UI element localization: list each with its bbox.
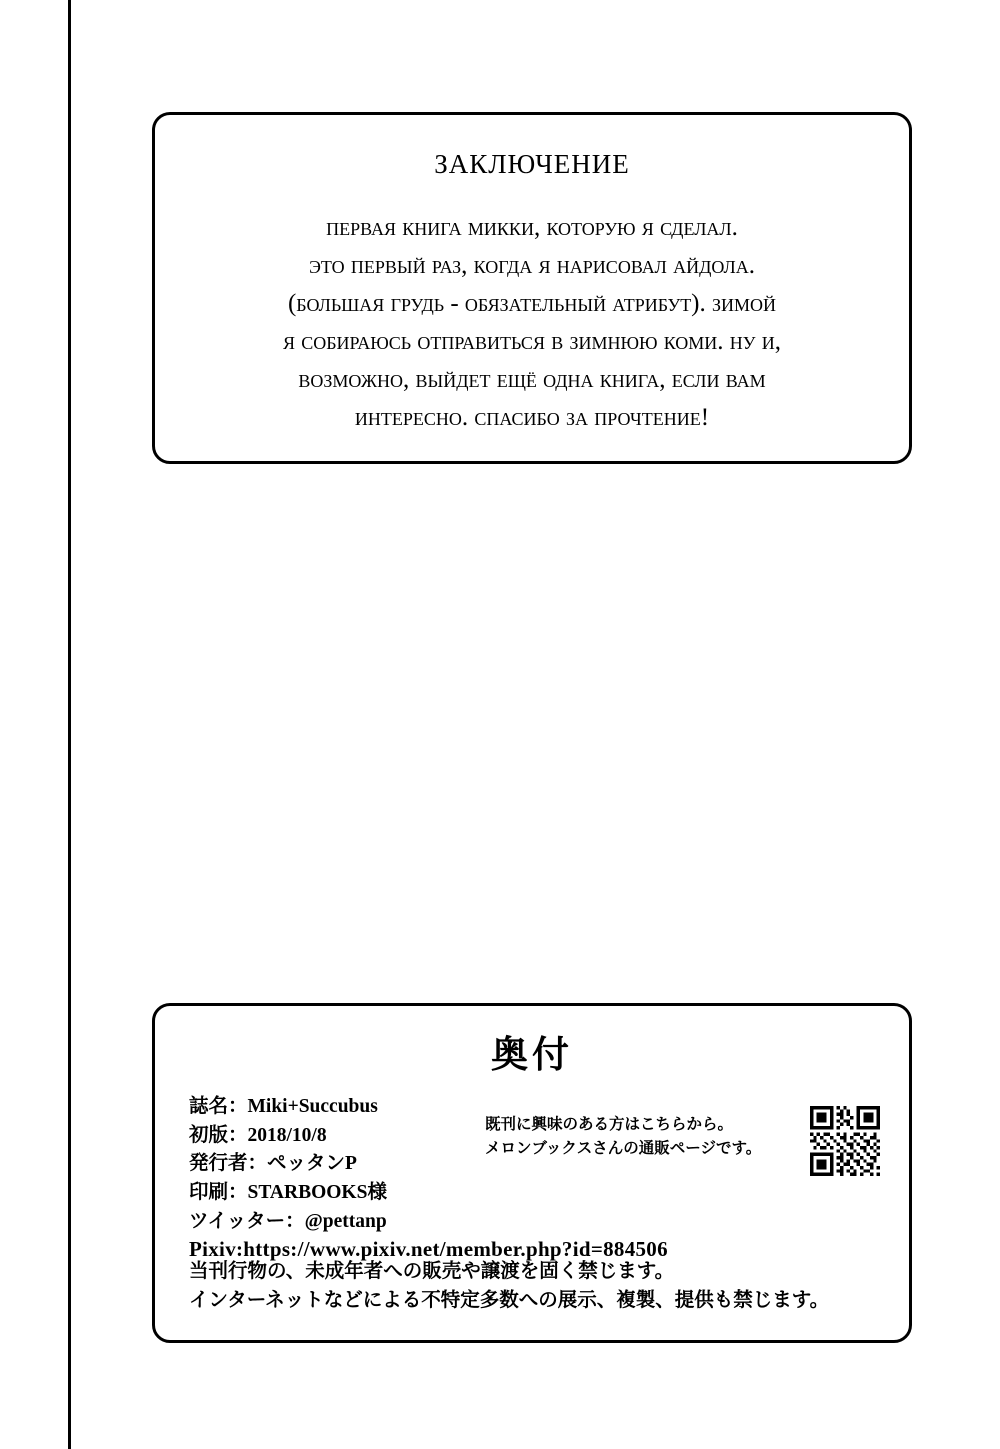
colophon-panel xyxy=(152,1003,912,1343)
colophon-field-label: 誌名： xyxy=(189,1094,248,1117)
colophon-field-row xyxy=(189,1178,668,1207)
afterword-title: заключение xyxy=(434,140,630,182)
afterword-line: первая книга микки, которую я сделал. xyxy=(326,214,738,241)
shop-promo-line: 既刊に興味のある方はこちらから。 xyxy=(485,1114,734,1133)
colophon-field-value: 2018/10/8 xyxy=(247,1124,327,1146)
colophon-field-label: 初版： xyxy=(189,1122,248,1146)
afterword-line: я собираюсь отправиться в зимнюю коми. ну и, xyxy=(282,328,782,355)
colophon-field-label: 発行者： xyxy=(189,1151,268,1175)
colophon-title: 奥付 xyxy=(491,1032,573,1076)
legal-notice-line: インターネットなどによる不特定多数への展示、複製、提供も禁じます。 xyxy=(189,1287,830,1311)
colophon-field-value: Miki+Succubus xyxy=(247,1096,378,1117)
afterword-line: интересно. спасибо за прочтение! xyxy=(354,404,710,431)
afterword-line: (большая грудь - обязательный атрибут). зимой xyxy=(287,290,777,317)
afterword-line: это первый раз, когда я нарисовал айдола. xyxy=(309,252,755,279)
shop-promo-line: メロンブックスさんの通販ページです。 xyxy=(485,1138,762,1158)
afterword-line: возможно, выйдет ещё одна книга, если вам xyxy=(298,366,766,393)
colophon-field-value: STARBOOKS様 xyxy=(247,1182,387,1204)
qr-code-icon[interactable] xyxy=(810,1106,880,1176)
afterword-body xyxy=(189,209,875,437)
colophon-main xyxy=(155,1092,909,1262)
colophon-field-row xyxy=(189,1207,668,1236)
pixiv-url[interactable]: Pixiv:https://www.pixiv.net/member.php?id=884506 xyxy=(189,1237,668,1262)
colophon-field-label: ツイッター： xyxy=(189,1208,305,1232)
shop-promo-text xyxy=(485,1112,761,1160)
colophon-field-value: ペッタンP xyxy=(267,1153,357,1175)
legal-notice-line: 当刊行物の、未成年者への販売や譲渡を固く禁じます。 xyxy=(189,1258,675,1282)
colophon-field-value: @pettanp xyxy=(304,1210,387,1232)
spine-rule xyxy=(68,0,71,1449)
colophon-field-label: 印刷： xyxy=(189,1180,248,1204)
legal-notice xyxy=(189,1256,829,1315)
afterword-panel xyxy=(152,112,912,464)
